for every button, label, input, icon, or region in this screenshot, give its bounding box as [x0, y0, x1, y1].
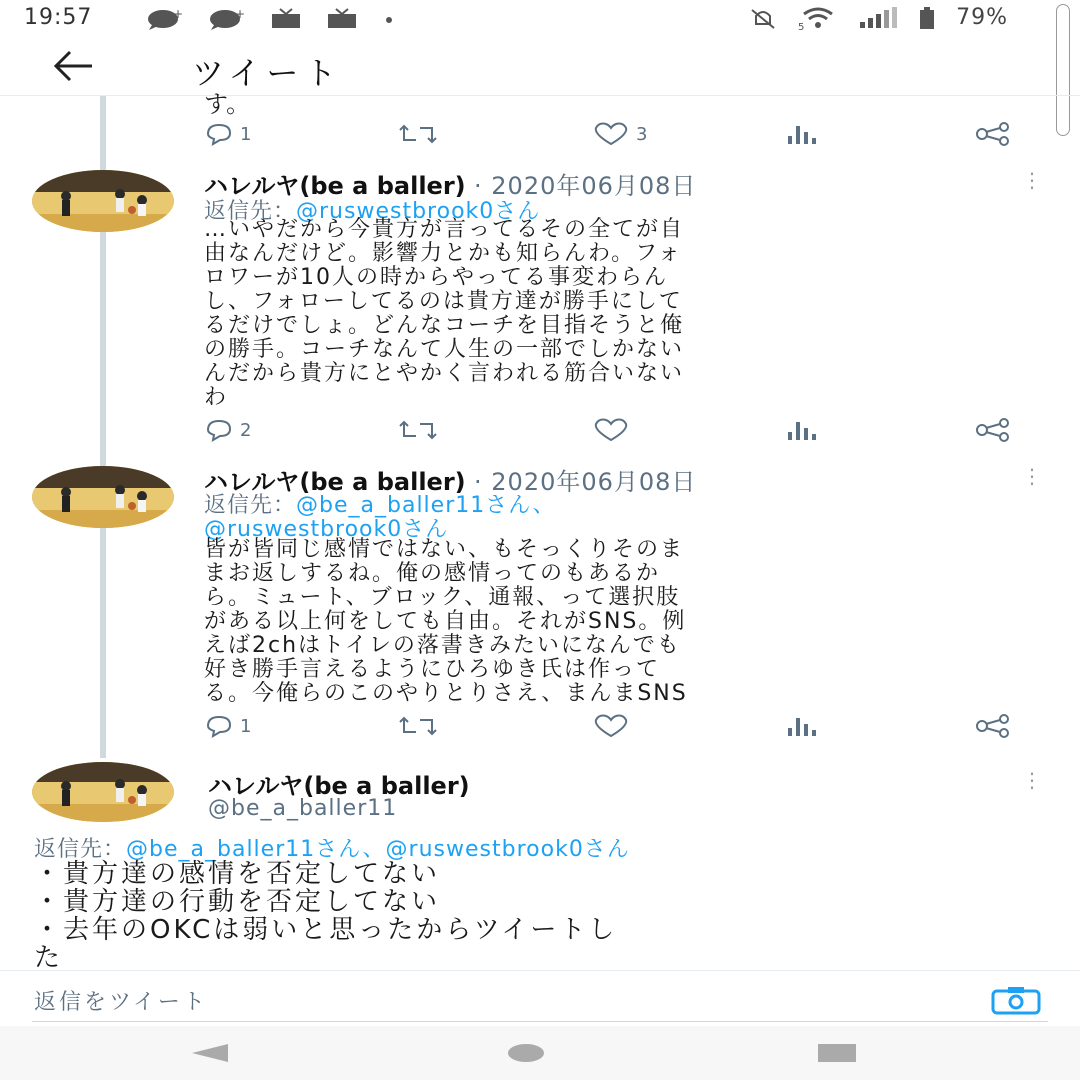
analytics-icon	[786, 122, 820, 146]
tweet-line: し、フォローしてるのは貴方達が勝手にして	[204, 289, 683, 314]
nav-recents-icon[interactable]	[816, 1042, 858, 1068]
share-button[interactable]	[974, 714, 1012, 738]
tweet-line: 好き勝手言えるようにひろゆき氏は作って	[204, 657, 661, 682]
reply-input-underline	[32, 1021, 1048, 1022]
svg-text:+: +	[173, 8, 184, 21]
tweet-line: 皆が皆同じ感情ではない、もそっくりそのま	[204, 537, 685, 562]
reply-to-label: 返信先：	[204, 199, 297, 224]
tweet-line: がある以上何をしても自由。それがSNS。例	[204, 609, 687, 634]
reply-to-label: 返信先：	[204, 493, 297, 518]
author-display-name: ハレルヤ(be a baller)	[208, 772, 470, 800]
tweet-line: えば2chはトイレの落書きみたいになんでも	[204, 633, 681, 658]
reply-count: 2	[240, 419, 252, 441]
tweet-line: た	[34, 943, 64, 973]
tweet-line: ・去年のOKCは弱いと思ったからツイートし	[34, 915, 618, 945]
back-arrow-icon[interactable]	[50, 48, 96, 93]
dot-icon	[382, 8, 396, 30]
tweet-body	[204, 218, 1044, 410]
heart-icon	[592, 122, 630, 146]
like-button[interactable]	[592, 714, 630, 738]
nav-home-icon[interactable]	[506, 1042, 546, 1068]
clock: 19:57	[24, 5, 93, 30]
status-icons	[748, 5, 1008, 30]
tweet-body	[204, 538, 1044, 706]
chat-bubble-icon	[146, 8, 184, 30]
tweet-line: ロワーが10人の時からやってる事変わらん	[204, 265, 668, 290]
notification-icons	[146, 8, 396, 30]
reply-count: 1	[240, 123, 252, 145]
avatar[interactable]	[32, 170, 174, 232]
retweet-button[interactable]	[398, 122, 438, 146]
svg-text:5: 5	[798, 21, 805, 30]
mute-icon	[748, 6, 778, 30]
tweet-line: ら。ミュート、ブロック、通報、って選択肢	[204, 585, 681, 610]
tv-icon	[326, 8, 358, 30]
reply-to-link[interactable]: @ruswestbrook0さん	[204, 517, 449, 542]
more-options-icon[interactable]: ⋮	[1022, 464, 1042, 488]
svg-text:+: +	[235, 8, 246, 21]
share-icon	[974, 418, 1012, 442]
app-header	[0, 38, 1080, 96]
analytics-icon	[786, 714, 820, 738]
chat-bubble-icon	[208, 8, 246, 30]
like-count: 3	[636, 123, 648, 145]
more-options-icon[interactable]: ⋮	[1022, 768, 1042, 792]
heart-icon	[592, 714, 630, 738]
reply-to-label: 返信先：	[34, 837, 127, 862]
retweet-icon	[398, 122, 438, 146]
share-button[interactable]	[974, 418, 1012, 442]
status-bar	[0, 0, 1080, 38]
retweet-icon	[398, 714, 438, 738]
tweet-line: …いやだから今貴方が言ってるその全てが自	[204, 217, 685, 242]
share-button[interactable]	[974, 122, 1012, 146]
reply-button[interactable]	[204, 418, 251, 442]
analytics-button[interactable]	[786, 714, 820, 738]
tweet-line: んだから貴方にとやかく言われる筋合いない	[204, 361, 685, 386]
reply-button[interactable]	[204, 122, 251, 146]
wifi-icon	[798, 6, 838, 30]
author-display-name: ハレルヤ(be a baller)	[204, 468, 466, 496]
reply-button[interactable]	[204, 714, 251, 738]
reply-input[interactable]: 返信をツイート	[34, 990, 208, 1015]
tweet-actions	[204, 714, 1024, 742]
battery-percent: 79%	[956, 5, 1008, 30]
tweet-line: の勝手。コーチなんて人生の一部でしかない	[204, 337, 685, 362]
signal-icon	[858, 6, 898, 30]
author-handle[interactable]: @be_a_baller11	[208, 796, 398, 821]
reply-icon	[204, 418, 234, 442]
nav-back-icon[interactable]	[190, 1042, 230, 1068]
reply-icon	[204, 122, 234, 146]
tweet-line: ・貴方達の行動を否定してない	[34, 887, 441, 917]
heart-icon	[592, 418, 630, 442]
partial-tweet-actions	[204, 122, 1024, 150]
avatar[interactable]	[32, 466, 174, 528]
tweet-date: · 2020年06月08日	[474, 172, 697, 200]
tweet-line: まお返しするね。俺の感情ってのもあるか	[204, 561, 661, 586]
tweet-line: わ	[204, 385, 229, 410]
reply-count: 1	[240, 715, 252, 737]
retweet-button[interactable]	[398, 418, 438, 442]
camera-icon[interactable]	[990, 985, 1042, 1019]
tweet-body	[34, 860, 1044, 972]
tweet-line: るだけでしょ。どんなコーチを目指そうと俺	[204, 313, 685, 338]
analytics-icon	[786, 418, 820, 442]
like-button[interactable]	[592, 122, 647, 146]
tweet-line: る。今俺らのこのやりとりさえ、まんまSNS	[204, 681, 688, 706]
tv-icon	[270, 8, 302, 30]
partial-tweet-text: す。	[204, 90, 251, 118]
share-icon	[974, 122, 1012, 146]
tweet-date: · 2020年06月08日	[474, 468, 697, 496]
share-icon	[974, 714, 1012, 738]
reply-to-link[interactable]: @ruswestbrook0さん	[296, 199, 541, 224]
analytics-button[interactable]	[786, 122, 820, 146]
retweet-icon	[398, 418, 438, 442]
retweet-button[interactable]	[398, 714, 438, 738]
reply-bar	[0, 970, 1080, 1026]
like-button[interactable]	[592, 418, 630, 442]
analytics-button[interactable]	[786, 418, 820, 442]
battery-icon	[918, 6, 936, 30]
page-title: ツイート	[192, 54, 343, 92]
more-options-icon[interactable]: ⋮	[1022, 168, 1042, 192]
reply-icon	[204, 714, 234, 738]
reply-to-link[interactable]: @be_a_baller11さん、@ruswestbrook0さん	[126, 837, 630, 862]
avatar[interactable]	[32, 762, 174, 822]
tweet-line: 由なんだけど。影響力とかも知らんわ。フォ	[204, 241, 683, 266]
author-display-name: ハレルヤ(be a baller)	[204, 172, 466, 200]
reply-to-link[interactable]: @be_a_baller11さん、	[296, 493, 556, 518]
tweet-actions	[204, 418, 1024, 446]
system-nav-bar	[0, 1026, 1080, 1080]
tweet-line: ・貴方達の感情を否定してない	[34, 859, 441, 889]
